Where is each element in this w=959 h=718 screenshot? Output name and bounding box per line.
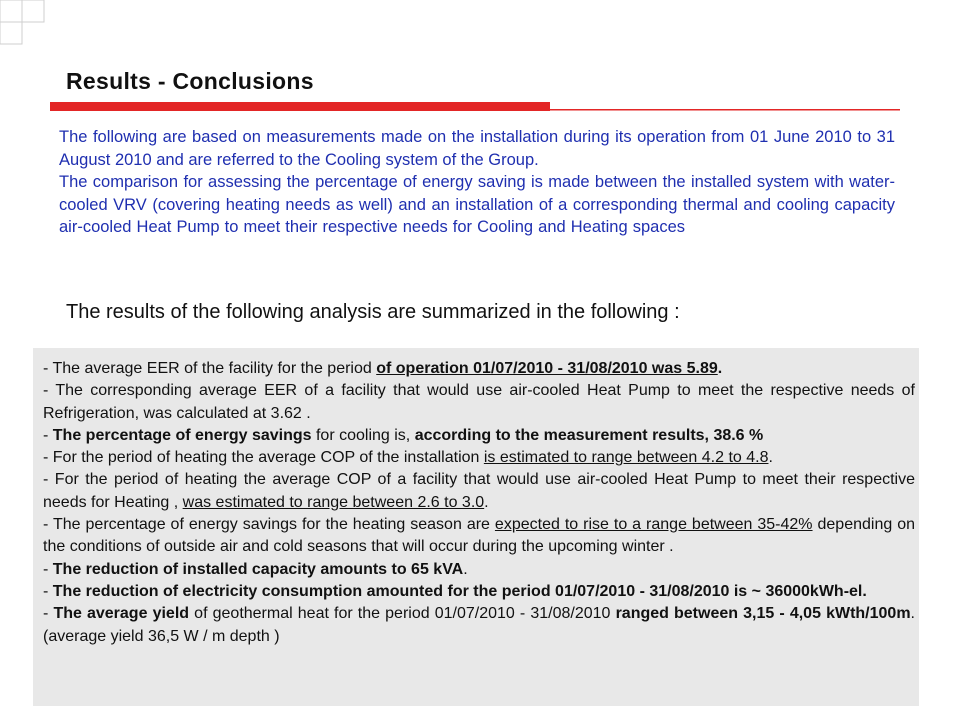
result-item-electricity-reduction: - The reduction of electricity consumption amounted for the period 01/07/2010 - 31/08/2010 is ~ 36000kWh-el. — [43, 582, 867, 600]
corner-decoration — [0, 0, 50, 50]
results-box — [33, 348, 919, 706]
result-item-heating-savings: - The percentage of energy savings for the heating season are expected to rise to a range between 35-42% depending on the conditions of outside air and cold seasons that will occur during the upcoming winter . — [43, 516, 916, 556]
intro-block — [59, 126, 895, 239]
intro-paragraph-2: The comparison for assessing the percentage of energy saving is made between the installed system with water-cooled VRV (covering heating needs as well) and an installation of a corresponding thermal and cooling capacity air-cooled Heat Pump to meet their respective needs for Cooling and Heating spaces — [59, 173, 895, 236]
result-item-capacity-reduction: - The reduction of installed capacity amounts to 65 kVA. — [43, 560, 468, 578]
intro-paragraph-1: The following are based on measurements made on the installation during its operation from 01 June 2010 to 31 August 2010 and are referred to the Cooling system of the Group. — [59, 128, 895, 169]
slide-title: Results - Conclusions — [66, 68, 314, 94]
results-list — [43, 358, 915, 648]
title-underline — [50, 100, 910, 116]
result-item-cop-reference: - For the period of heating the average COP of a facility that would use air-cooled Heat Pump to meet their respective needs for Heating , was estimated to range between 2.6 to 3.0. — [43, 471, 915, 511]
result-item-cop-installation: - For the period of heating the average COP of the installation is estimated to range between 4.2 to 4.8. — [43, 449, 773, 467]
result-item-cooling-savings: - The percentage of energy savings for cooling is, according to the measurement results, 38.6 % — [43, 426, 764, 444]
result-item-eer: - The average EER of the facility for the period of operation 01/07/2010 - 31/08/2010 was 5.89. — [43, 360, 723, 377]
result-item-geothermal-yield: - The average yield of geothermal heat for the period 01/07/2010 - 31/08/2010 ranged between 3,15 - 4,05 kWth/100m. (average yield 36,5 W / m depth ) — [43, 605, 915, 645]
summary-heading: The results of the following analysis are summarized in the following : — [66, 301, 680, 323]
result-item-reference-eer: - The corresponding average EER of a facility that would use air-cooled Heat Pump to meet the respective needs of Refrigeration, was calculated at 3.62 . — [43, 382, 915, 422]
